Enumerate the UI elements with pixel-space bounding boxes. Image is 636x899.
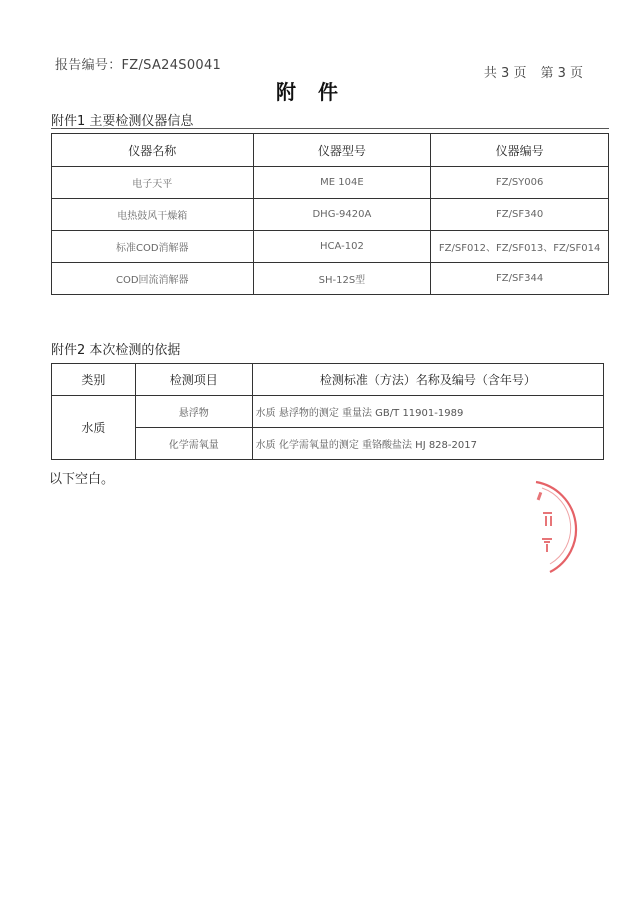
table-row	[52, 231, 609, 263]
instrument-name-cell: COD回流消解器	[52, 263, 254, 295]
end-of-content-note: 以下空白。	[49, 472, 115, 487]
instrument-model-cell: HCA-102	[253, 231, 431, 263]
instrument-model-cell: SH-12S型	[253, 263, 431, 295]
test-standard-cell: 水质 悬浮物的测定 重量法 GB/T 11901-1989	[252, 396, 603, 428]
instrument-id-cell: FZ/SY006	[431, 167, 609, 199]
page-current: 第 3 页	[540, 66, 583, 81]
page-total: 共 3 页	[483, 66, 527, 81]
instrument-id-cell: FZ/SF340	[431, 199, 609, 231]
instrument-id-cell: FZ/SF344	[431, 263, 609, 295]
instrument-name-cell: 标准COD消解器	[52, 231, 254, 263]
category-cell: 水质	[52, 396, 136, 460]
table-header-row	[52, 364, 604, 396]
table-row	[52, 396, 604, 428]
document-title: 附件	[276, 80, 360, 104]
table-header-row	[52, 134, 609, 167]
table-row	[52, 263, 609, 295]
instrument-model-cell: ME 104E	[253, 167, 431, 199]
column-header: 仪器型号	[253, 134, 431, 167]
title-divider	[51, 128, 609, 129]
column-header: 仪器名称	[52, 134, 254, 167]
appendix1-title: 附件1 主要检测仪器信息	[51, 114, 194, 129]
test-item-cell: 悬浮物	[135, 396, 252, 428]
instrument-model-cell: DHG-9420A	[253, 199, 431, 231]
table-row	[52, 199, 609, 231]
test-item-cell: 化学需氧量	[135, 428, 252, 460]
instrument-table	[51, 133, 609, 295]
test-standard-cell: 水质 化学需氧量的测定 重铬酸盐法 HJ 828-2017	[252, 428, 603, 460]
column-header: 类别	[52, 364, 136, 396]
basis-table	[51, 363, 604, 460]
appendix2-title: 附件2 本次检测的依据	[51, 343, 181, 358]
report-number: 报告编号：FZ/SA24S0041	[55, 58, 222, 73]
instrument-name-cell: 电子天平	[52, 167, 254, 199]
column-header: 检测标准（方法）名称及编号（含年号）	[252, 364, 603, 396]
column-header: 仪器编号	[431, 134, 609, 167]
instrument-id-cell: FZ/SF012、FZ/SF013、FZ/SF014	[431, 231, 609, 263]
official-seal-stamp	[498, 474, 588, 578]
table-row	[52, 167, 609, 199]
instrument-name-cell: 电热鼓风干燥箱	[52, 199, 254, 231]
column-header: 检测项目	[135, 364, 252, 396]
